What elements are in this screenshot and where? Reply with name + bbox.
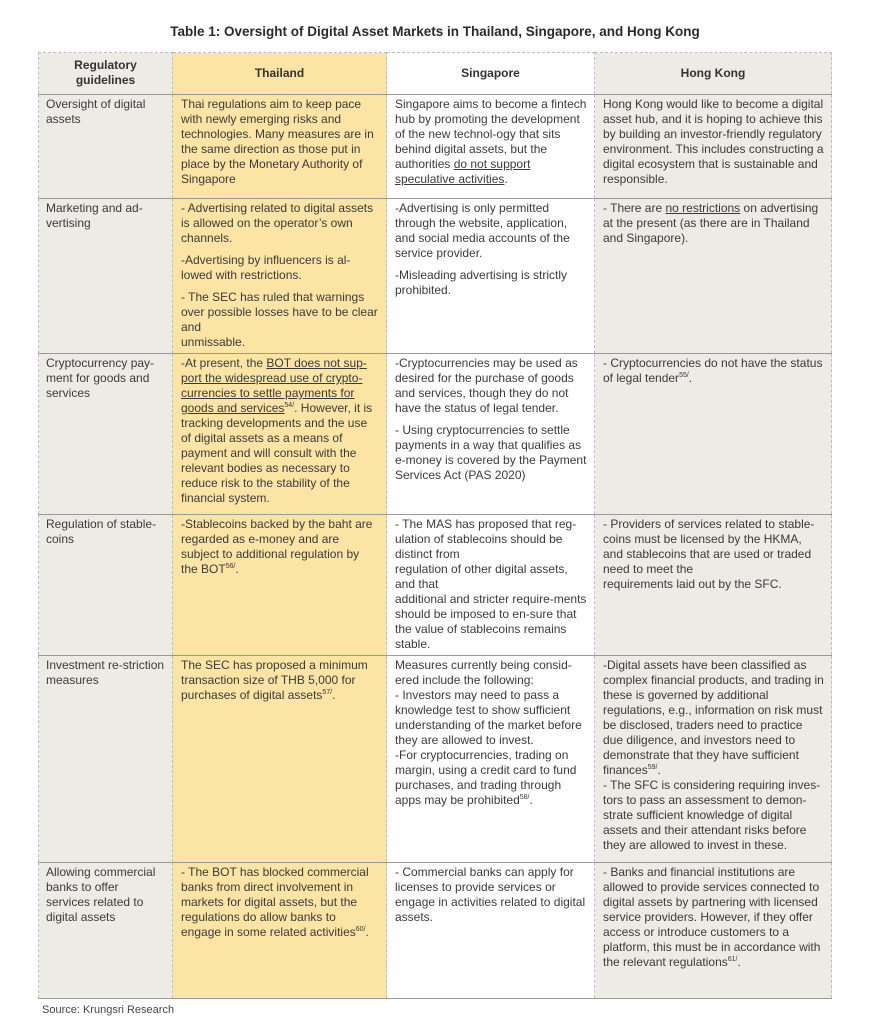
cell-text: Hong Kong would like to become a digital asset hub, and it is hoping to achieve this by building an investor-friendly regulatory environment. This includes constructing a digital ecosystem that is sustainable and responsible. [603, 97, 824, 186]
cell-text: - Commercial banks can apply for licenses to provide services or engage in activities related to digital assets. [395, 865, 586, 924]
cell-text: - Using cryptocurrencies to settle payments in a way that qualifies as e-money is covered by the Payment Services Act (PAS 2020) [395, 423, 587, 482]
cell-text: - Providers of services related to stable-coins must be licensed by the HKMA, and stablecoins that are used or traded need to meet the [603, 517, 815, 576]
cell-singapore [387, 354, 595, 515]
table-row [39, 354, 832, 515]
cell-text: -Digital assets have been classified as complex financial products, and trading in these is governed by additional regulations, e.g., information on risk must be disclosed, traders need to practice due diligence, and investors need to demonstrate that they have sufficient finances$^{59/}$. [603, 658, 824, 777]
cell-text: -Stablecoins backed by the baht are regarded as e-money and are subject to additional regulation by the $BOT^{56/}$. [181, 517, 373, 576]
cell-thailand [173, 199, 387, 354]
cell-singapore [387, 199, 595, 354]
table-row [39, 863, 832, 999]
table-row [39, 199, 832, 354]
cell-thailand [173, 95, 387, 199]
cell-text: - The SEC has ruled that warnings over possible losses have to be clear and [181, 290, 378, 334]
cell-text: -For cryptocurrencies, trading on margin, using a credit card to fund purchases, and trading through apps may be prohibited$^{58/}$. [395, 748, 577, 807]
cell-text: -Cryptocurrencies may be used as desired for the purchase of goods and services, though they do not have the status of legal tender. [395, 356, 578, 415]
cell-text: - There are no restrictions on advertising at the present (as there are in Thailand and Singapore). [603, 201, 819, 245]
header-singapore: Singapore [387, 53, 595, 95]
cell-singapore [387, 95, 595, 199]
cell-text: unmissable. [181, 335, 246, 349]
cell-hongkong [595, 656, 832, 863]
cell-text: -Misleading advertising is strictly prohibited. [395, 268, 568, 297]
row-guideline: Marketing and ad-vertising [39, 199, 173, 354]
cell-text: regulation of other digital assets, and that [395, 562, 568, 591]
cell-text: Singapore aims to become a fintech hub by promoting the development of the new technol-ogy that sits behind digital assets, but the authorities do not support speculative activities. [395, 97, 587, 186]
cell-text: - The BOT has blocked commercial banks from direct involvement in markets for digital assets, but the regulations do allow banks to engage in some related activities$^{60/}$. [181, 865, 369, 939]
cell-text: -At present, the BOT does not sup-port the widespread use of crypto-currencies to settle payments for goods and services$^{54/}$. However, it is tracking developments and the use of digital assets as a means of payment and will consult with the relevant bodies as necessary to reduce risk to the stability of the financial system. [181, 356, 373, 505]
cell-text: Measures currently being consid-ered include the following: [395, 658, 572, 687]
cell-hongkong [595, 95, 832, 199]
cell-text: - Cryptocurrencies do not have the status of legal tender$^{55/}$. [603, 356, 823, 385]
source-note: Source: Krungsri Research [42, 1004, 175, 1016]
cell-text: - The MAS has proposed that reg-ulation of stablecoins should be distinct from [395, 517, 577, 561]
cell-text: - Banks and financial institutions are allowed to provide services connected to digital assets by partnering with licensed service providers. However, if they offer access or introduce customers to a platform, this must be in accordance with the relevant regulations$^{61/}$. [603, 865, 821, 969]
cell-hongkong [595, 354, 832, 515]
cell-singapore [387, 863, 595, 999]
cell-text: The SEC has proposed a minimum transaction size of THB 5,000 for purchases of digital assets$^{57/}$. [181, 658, 368, 702]
cell-hongkong [595, 199, 832, 354]
header-row [39, 53, 832, 95]
cell-text: - The SFC is considering requiring inves-tors to pass an assessment to demon-strate sufficient knowledge of digital assets and their attendant risks before they are allowed to invest in these. [603, 778, 821, 852]
cell-hongkong [595, 863, 832, 999]
cell-text: -Advertising by influencers is al-lowed with restrictions. [181, 253, 351, 282]
cell-hongkong [595, 515, 832, 656]
row-guideline: Regulation of stable-coins [39, 515, 173, 656]
cell-thailand [173, 656, 387, 863]
header-thailand: Thailand [173, 53, 387, 95]
cell-text: -Advertising is only permitted through the website, application, and social media accounts of the service provider. [395, 201, 570, 260]
row-guideline: Investment re-striction measures [39, 656, 173, 863]
cell-singapore [387, 656, 595, 863]
cell-text: requirements laid out by the SFC. [603, 577, 782, 591]
cell-text: Thai regulations aim to keep pace with newly emerging risks and technologies. Many measures are in the same direction as those put in place by the Monetary Authority of Singapore [181, 97, 374, 186]
cell-thailand [173, 863, 387, 999]
table-row [39, 95, 832, 199]
cell-text: additional and stricter require-ments should be imposed to en-sure that the value of stablecoins remains stable. [395, 592, 587, 651]
row-guideline: Oversight of digital assets [39, 95, 173, 199]
table-row [39, 656, 832, 863]
table-row [39, 515, 832, 656]
regulation-table [38, 52, 832, 999]
table-title: Table 1: Oversight of Digital Asset Markets in Thailand, Singapore, and Hong Kong [170, 24, 700, 39]
row-guideline: Cryptocurrency pay-ment for goods and services [39, 354, 173, 515]
cell-thailand [173, 515, 387, 656]
header-guidelines: Regulatory guidelines [39, 53, 173, 95]
header-hongkong: Hong Kong [595, 53, 832, 95]
cell-singapore [387, 515, 595, 656]
cell-text: - Investors may need to pass a knowledge test to show sufficient understanding of the market before they are allowed to invest. [395, 688, 582, 747]
row-guideline: Allowing commercial banks to offer services related to digital assets [39, 863, 173, 999]
cell-thailand [173, 354, 387, 515]
cell-text: - Advertising related to digital assets is allowed on the operator’s own channels. [181, 201, 374, 245]
